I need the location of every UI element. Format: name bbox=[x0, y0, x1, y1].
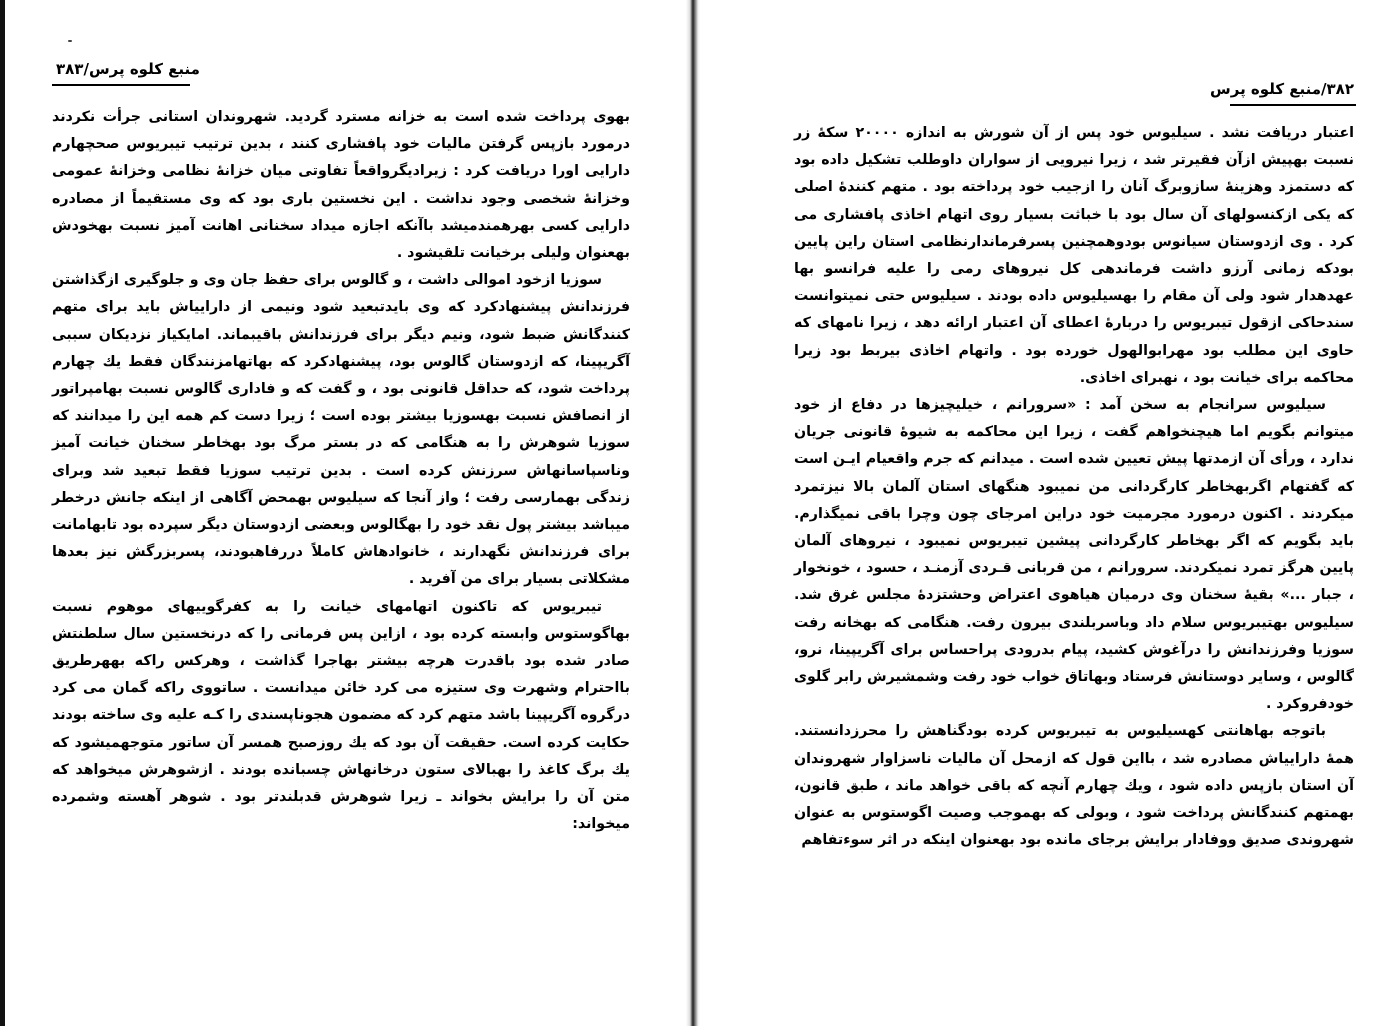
running-header: منبع کلوه پرس/۳۸۳ bbox=[56, 60, 200, 78]
paragraph: باتوجه بهاهانتی کهسیلیوس به تیبریوس کرده بودگناهش را محرزدانستند. همهٔ داراییاش مصادره شد ، بااین قول که ازمحل آن مالیات ناسزاوار شهروندان آن استان بازپس داده شود ، ویك چهارم آنچه که باقی خواهد ماند ، طبق قانون، بهمتهم کنندگانش پرداخت شود ، وبولی که بهموجب وصیت اگوستوس به عنوان شهروندی صدیق ووفادار برایش برجای مانده بود بهعنوان اینکه در اثر سوءتفاهم bbox=[794, 723, 1354, 849]
paragraph: اعتبار دریافت نشد . سیلیوس خود پس از آن شورش به اندازه ۲۰۰۰۰ سکهٔ زر نسبت بهپیش ازآن فقیرتر شد ، زیرا نیرویی از سواران داوطلب تشکیل داده بود که دستمزد وهزینهٔ سازوبرگ آنان را ازجیب خود پرداخته بود . متهم کنندهٔ اصلی که یکی ازکنسولهای آن سال بود با خباثت بسیار روی اتهام اخاذی پافشاری می کرد . وی ازدوستان سیانوس بودوهمچنین پسرفرماندارنظامی استان راین پایین بودکه زمانی آرزو داشت فرماندهی کل نیروهای رمی را علیه فرانسو بها عهدهدار شود ولی آن مقام را بهسیلیوس داده بودند . سیلیوس حتی نمیتوانست سندحاکی ازقول تیبریوس را دربارهٔ اعطای آن اعتبار ارائه دهد ، زیرا نامهای که حاوی این مطلب بود مهرابوالهول خورده بود . واتهام اخاذی بیربط بود زیرا محاکمه برای خیانت بود ، نهبرای اخاذی. bbox=[794, 125, 1354, 386]
left-page bbox=[8, 0, 680, 1026]
page-body bbox=[794, 120, 1354, 854]
paragraph: سوزیا ازخود اموالی داشت ، و گالوس برای حفظ جان وی و جلوگیری ازگذاشتن فرزندانش پیشنهادکرد که وی بایدتبعید شود ونیمی از داراییاش باید برای متهم کنندگانش ضبط شود، ونیم دیگر برای فرزندانش باقیبماند. امایکیاز نزدیکان سببی آگریپینا، که ازدوستان گالوس بود، پیشنهادکرد که بهاتهامزنندگان فقط یك چهارم پرداخت شود، که حداقل قانونی بود ، و گفت که و فاداری گالوس نسبت بهامپراتور از انصافش نسبت بهسوزیا بیشتر بوده است ؛ زیرا دست کم همه این را میدانند که سوزیا شوهرش را به هنگامی که در بستر مرگ بود بهخاطر سخنان خیانت آمیز وناسپاسانهاش سرزنش کرده است . بدین ترتیب سوزیا فقط تبعید شد وبرای زندگی بهمارسی رفت ؛ واز آنجا که سیلیوس بهمحض آگاهی از اینکه جانش درخطر میباشد بیشتر پول نقد خود را بهگالوس وبعضی ازدوستان دیگر سپرده بود تابهامانت برای فرزندانش نگهدارند ، خانوادهاش کاملاً دررفاهبودند، پسربزرگش نیز بعدها مشکلاتی بسیار برای من آفرید . bbox=[52, 272, 630, 588]
right-page bbox=[702, 0, 1378, 1026]
paragraph: سیلیوس سرانجام به سخن آمد : «سرورانم ، خیلیچیزها در دفاع از خود میتوانم بگویم اما هیچنخواهم گفت ، زیرا این محاکمه به شیوهٔ قانونی جریان ندارد ، ورأی آن ازمدتها پیش تعیین شده است . میدانم که جرم واقعیام ایـن است که گفتهام اگربهخاطر کارگردانی من نمیبود هنگهای استان آلمان بالا نیزتمرد میکردند . اکنون درمورد مجرمیت خود دراین امرجای چون وچرا باقی نمیگذارم. باید بگویم که اگر بهخاطر کارگردانی پیشین تیبریوس نمیبود ، نیروهای آلمان پایین هرگز تمرد نمیکردند. سرورانم ، من قربانی قـردی آزمنـد ، حسود ، خونخوار ، جبار ...» بقیهٔ سخنان وی درمیان هیاهوی اعتراض وحشتزدهٔ مجلس غرق شد. سیلیوس بهتیبریوس سلام داد وباسربلندی بیرون رفت. هنگامی که بهخانه رفت سوزیا وفرزندانش را درآغوش کشید، پیام بدرودی پراحساس برای آگریپینا، نرو، گالوس ، وسایر دوستانش فرستاد وبهاتاق خواب خود رفت وشمشیرش رابر گلوی خودفروکرد . bbox=[794, 397, 1354, 713]
paragraph: بهوی پرداخت شده است به خزانه مسترد گردید. شهروندان استانی جرأت نکردند درمورد بازپس گرفتن مالیات خود پافشاری کنند ، بدین ترتیب تیبریوس صحچهارم دارایی اورا دریافت کرد : زیرادیگرواقعاً تفاوتی میان خزانهٔ نظامی وخزانهٔ عمومی وخزانهٔ شخصی وجود نداشت . این نخستین باری بود که وی مستقیماً از مصادره دارایی کسی بهرهمندمیشد باآنکه اجازه میداد سخنانی اهانت آمیز نسبت بهخودش بهعنوان ولیلی برخیانت تلقیشود . bbox=[52, 109, 630, 262]
running-header: ۳۸۲/منبع کلوه پرس bbox=[1210, 80, 1354, 98]
paragraph: تیبریوس که تاکنون اتهامهای خیانت را به کفرگوییهای موهوم نسبت بهاگوستوس وابسته کرده بود ، ازاین پس فرمانی را که درنخستین سال سلطنتش صادر شده بود باقدرت هرچه بیشتر بهاجرا گذاشت ، وهرکس راکه بههرطریق بااحترام وشهرت وی ستیزه می کرد خائن میدانست . ساتووی راکه گمان می کرد درگروه آگریپینا باشد متهم کرد که مضمون هجوناپسندی را کـه علیه وی ساخته بودند حکایت کرده است. حقیقت آن بود که یك روزصبح همسر آن ساتور متوجهمیشود که یك برگ کاغذ را بهبالای ستون درخانهاش چسبانده بودند . ازشوهرش میخواهد که متن آن را برایش بخواند ـ زیرا شوهرش قدبلندتر بود . شوهر آهسته وشمرده میخواند: bbox=[52, 598, 630, 833]
scan-speck bbox=[68, 40, 72, 42]
book-gutter bbox=[686, 0, 700, 1026]
page-edge-shadow bbox=[0, 0, 5, 1026]
header-underline bbox=[1230, 104, 1356, 106]
page-body bbox=[52, 104, 630, 838]
header-underline bbox=[52, 84, 190, 86]
